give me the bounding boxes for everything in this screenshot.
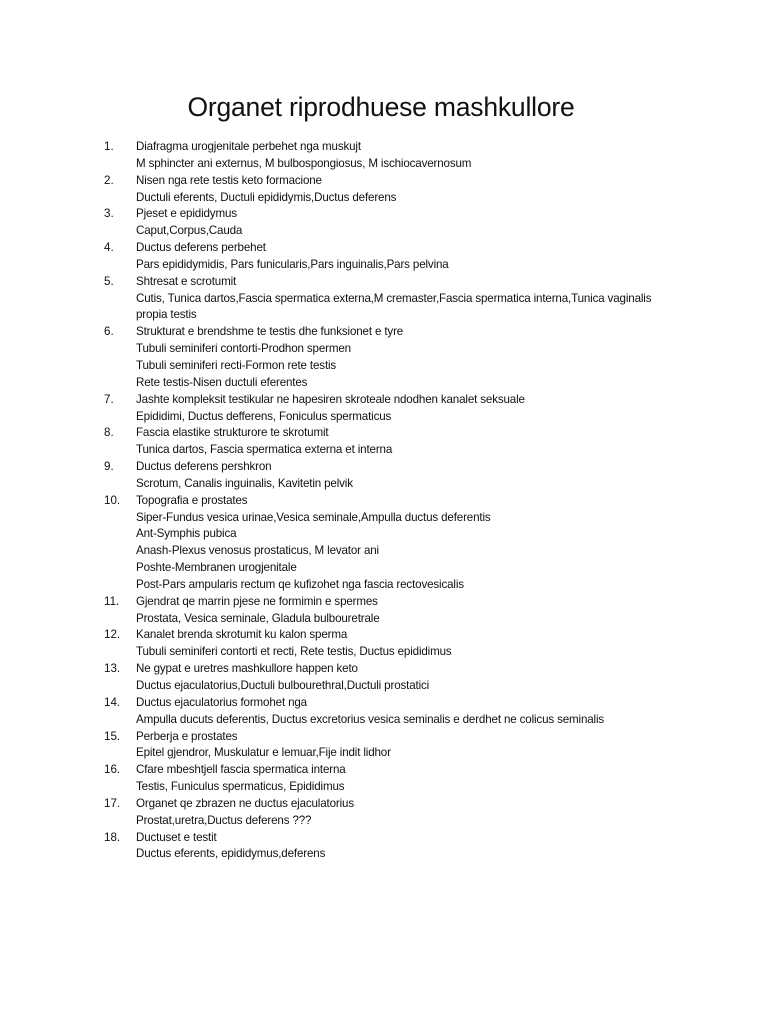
answer-text: Prostat,uretra,Ductus deferens ???: [136, 813, 312, 827]
question-text: Kanalet brenda skrotumit ku kalon sperma: [136, 628, 348, 642]
question-text: Shtresat e scrotumit: [136, 274, 237, 288]
item-number: 15.: [104, 729, 121, 743]
list-item: [0, 240, 768, 274]
question-text: Nisen nga rete testis keto formacione: [136, 173, 322, 187]
answer-text: Tubuli seminiferi contorti et recti, Rete testis, Ductus epididimus: [136, 645, 452, 659]
item-number: 13.: [104, 662, 121, 676]
answer-text: Post-Pars ampularis rectum qe kufizohet nga fascia rectovesicalis: [136, 577, 464, 591]
item-number: 6.: [104, 325, 114, 339]
item-number: 5.: [104, 274, 114, 288]
question-list: [0, 139, 768, 863]
answer-text: Anash-Plexus venosus prostaticus, M levator ani: [136, 544, 379, 558]
question-text: Diafragma urogjenitale perbehet nga muskujt: [136, 140, 361, 153]
list-item: [0, 729, 768, 763]
question-text: Ductus ejaculatorius formohet nga: [136, 695, 307, 709]
answer-text: Tunica dartos, Fascia spermatica externa et interna: [136, 443, 393, 457]
question-text: Cfare mbeshtjell fascia spermatica interna: [136, 763, 346, 777]
list-item: [0, 695, 768, 729]
answer-text: Scrotum, Canalis inguinalis, Kavitetin pelvik: [136, 476, 353, 490]
list-item: [0, 425, 768, 459]
item-number: 12.: [104, 628, 121, 642]
item-number: 8.: [104, 426, 114, 440]
item-number: 4.: [104, 241, 114, 255]
item-number: 11.: [104, 594, 120, 608]
item-number: 10.: [104, 493, 121, 507]
answer-text: Cutis, Tunica dartos,Fascia spermatica externa,M cremaster,Fascia spermatica interna,Tunica vaginalis: [136, 291, 652, 305]
list-item: [0, 173, 768, 207]
answer-text: Ampulla ducuts deferentis, Ductus excretorius vesica seminalis e derdhet ne colicus seminalis: [136, 712, 605, 726]
item-number: 18.: [104, 830, 121, 844]
answer-text: Ductuli eferents, Ductuli epididymis,Ductus deferens: [136, 190, 397, 204]
list-item: [0, 206, 768, 240]
item-number: 2.: [104, 173, 114, 187]
list-item: [0, 796, 768, 830]
list-item: [0, 830, 768, 864]
page-title: Organet riprodhuese mashkullore: [187, 92, 575, 122]
item-number: 14.: [104, 695, 121, 709]
answer-text: M sphincter ani externus, M bulbospongiosus, M ischiocavernosum: [136, 156, 472, 170]
question-text: Strukturat e brendshme te testis dhe funksionet e tyre: [136, 325, 404, 339]
question-text: Pjeset e epididymus: [136, 207, 237, 221]
list-item: [0, 324, 768, 391]
answer-text: Tubuli seminiferi recti-Formon rete testis: [136, 358, 337, 372]
item-number: 9.: [104, 460, 114, 474]
question-text: Perberja e prostates: [136, 729, 238, 743]
answer-text: Ductus eferents, epididymus,deferens: [136, 847, 326, 861]
list-item: [0, 594, 768, 628]
list-item: [0, 274, 768, 325]
list-item: [0, 661, 768, 695]
question-text: Ductuset e testit: [136, 830, 217, 844]
answer-text: Testis, Funiculus spermaticus, Epididimus: [136, 780, 345, 794]
answer-text: Caput,Corpus,Cauda: [136, 224, 243, 238]
item-number: 17.: [104, 796, 121, 810]
question-text: Ductus deferens pershkron: [136, 460, 272, 474]
answer-text: Epididimi, Ductus defferens, Foniculus spermaticus: [136, 409, 392, 423]
item-number: 16.: [104, 763, 121, 777]
list-item: [0, 459, 768, 493]
answer-text: Siper-Fundus vesica urinae,Vesica seminale,Ampulla ductus deferentis: [136, 510, 491, 524]
question-text: Organet qe zbrazen ne ductus ejaculatorius: [136, 796, 354, 810]
question-text: Ductus deferens perbehet: [136, 241, 266, 255]
answer-text: Prostata, Vesica seminale, Gladula bulbouretrale: [136, 611, 380, 625]
item-number: 3.: [104, 207, 114, 221]
question-text: Jashte kompleksit testikular ne hapesiren skroteale ndodhen kanalet seksuale: [136, 392, 525, 406]
list-item: [0, 627, 768, 661]
question-text: Fascia elastike strukturore te skrotumit: [136, 426, 329, 440]
answer-text: Ant-Symphis pubica: [136, 527, 237, 541]
question-text: Topografia e prostates: [136, 493, 248, 507]
answer-text: Rete testis-Nisen ductuli eferentes: [136, 375, 308, 389]
list-item: [0, 762, 768, 796]
list-item: [0, 139, 768, 173]
question-text: Gjendrat qe marrin pjese ne formimin e spermes: [136, 594, 378, 608]
question-text: Ne gypat e uretres mashkullore happen keto: [136, 662, 358, 676]
answer-text: propia testis: [136, 308, 197, 322]
list-item: [0, 392, 768, 426]
item-number: 1.: [104, 140, 114, 153]
item-number: 7.: [104, 392, 114, 406]
list-item: [0, 493, 768, 594]
answer-text: Epitel gjendror, Muskulatur e lemuar,Fije indit lidhor: [136, 746, 391, 760]
answer-text: Pars epididymidis, Pars funicularis,Pars inguinalis,Pars pelvina: [136, 257, 449, 271]
answer-text: Poshte-Membranen urogjenitale: [136, 561, 297, 575]
answer-text: Tubuli seminiferi contorti-Prodhon spermen: [136, 342, 351, 356]
answer-text: Ductus ejaculatorius,Ductuli bulbourethral,Ductuli prostatici: [136, 679, 430, 692]
